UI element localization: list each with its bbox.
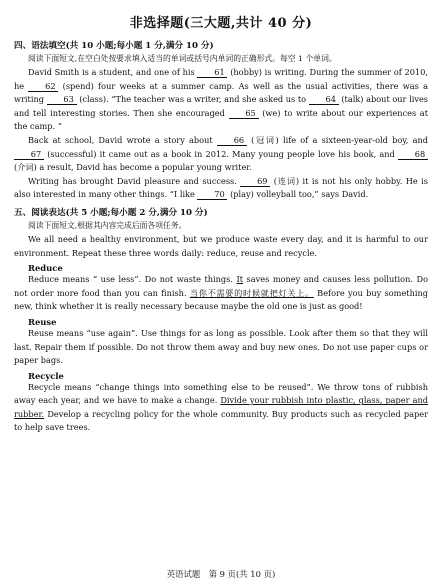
reuse-heading: Reuse bbox=[28, 316, 57, 327]
blank-63: 63 bbox=[47, 94, 77, 105]
section4-heading: 四、语法填空(共 10 小题;每小题 1 分,满分 10 分) bbox=[14, 41, 214, 51]
reduce-paragraph: Reduce means “ use less”. Do not waste things. It saves money and causes less pollution. Do not order more food than you can finish. 当你不需要的时候就把灯关上。 Before you buy something new, think whether it is really necessary because maybe the old one is just as good! bbox=[14, 274, 428, 312]
underlined-chinese-sentence: 当你不需要的时候就把灯关上。 bbox=[189, 287, 314, 298]
recycle-paragraph: Recycle means “change things into something else to be reused”. We throw tons of rubbish away each year, and we have to make a change. Divide your rubbish into plastic, glass, paper and rubber. Develop a recycling policy for the whole community. Buy products such as recycled paper to help save trees. bbox=[14, 381, 428, 433]
section4-paragraph-2: Back at school, David wrote a story about 66 (冠词) life of a sixteen-year-old boy, and 67 (successful) it came out as a book in 2012. Many young people love his book, and 68 (介词) a result, David has become a popular young writer. bbox=[14, 134, 429, 173]
page-title: 非选择题(三大题,共计 40 分) bbox=[129, 16, 313, 31]
blank-70: 70 bbox=[197, 189, 227, 200]
blank-67: 67 bbox=[14, 149, 44, 160]
blank-69: 69 bbox=[240, 176, 270, 187]
underlined-divide-sentence: Divide your rubbish into plastic, glass, paper and rubber. bbox=[14, 395, 428, 419]
reuse-paragraph: Reuse means “use again”. Use things for as long as possible. Look after them so that they will last. Repair them if possible. Do not throw them away and buy new ones. Do not use paper cups or paper bags. bbox=[14, 327, 428, 366]
blank-65: 65 bbox=[229, 108, 259, 119]
reduce-heading: Reduce bbox=[28, 263, 63, 274]
section4-paragraph-1: David Smith is a student, and one of his 61 (hobby) is writing. During the summer of 2010, he 62 (spend) four weeks at a summer camp. As well as the usual activities, there was a writing 63 (class). “The teacher was a writer, and she asked us to 64 (talk) about our lives and tell interesting stories. Then she encouraged 65 (we) to write about our experiences at the camp. ” bbox=[14, 67, 428, 132]
blank-64: 64 bbox=[309, 94, 339, 105]
recycle-heading: Recycle bbox=[28, 370, 64, 381]
section5-instruction: 阅读下面短文,根据其内容完成后面各项任务。 bbox=[28, 220, 187, 230]
section5-intro: We all need a healthy environment, but we produce waste every day, and it is harmful to our environment. Repeat these three words daily: reduce, reuse and recycle. bbox=[14, 233, 428, 258]
blank-68: 68 bbox=[398, 149, 428, 160]
blank-62: 62 bbox=[28, 81, 58, 92]
blank-61: 61 bbox=[197, 67, 227, 78]
section5-heading: 五、阅读表达(共 5 小题;每小题 2 分,满分 10 分) bbox=[14, 207, 208, 218]
blank-66: 66 bbox=[217, 135, 247, 146]
page-footer: 英语试题 第 9 页(共 10 页) bbox=[166, 569, 276, 579]
underlined-it: It bbox=[236, 274, 244, 285]
section4-paragraph-3: Writing has brought David pleasure and success. 69 (连词) it is not his only hobby. He is also interested in many other things. “I like 70 (play) volleyball too,” says David. bbox=[14, 175, 428, 200]
section4-instruction: 阅读下面短文,在空白处按要求填入适当的单词或括号内单词的正确形式。每空 1 个单词。 bbox=[28, 54, 337, 63]
